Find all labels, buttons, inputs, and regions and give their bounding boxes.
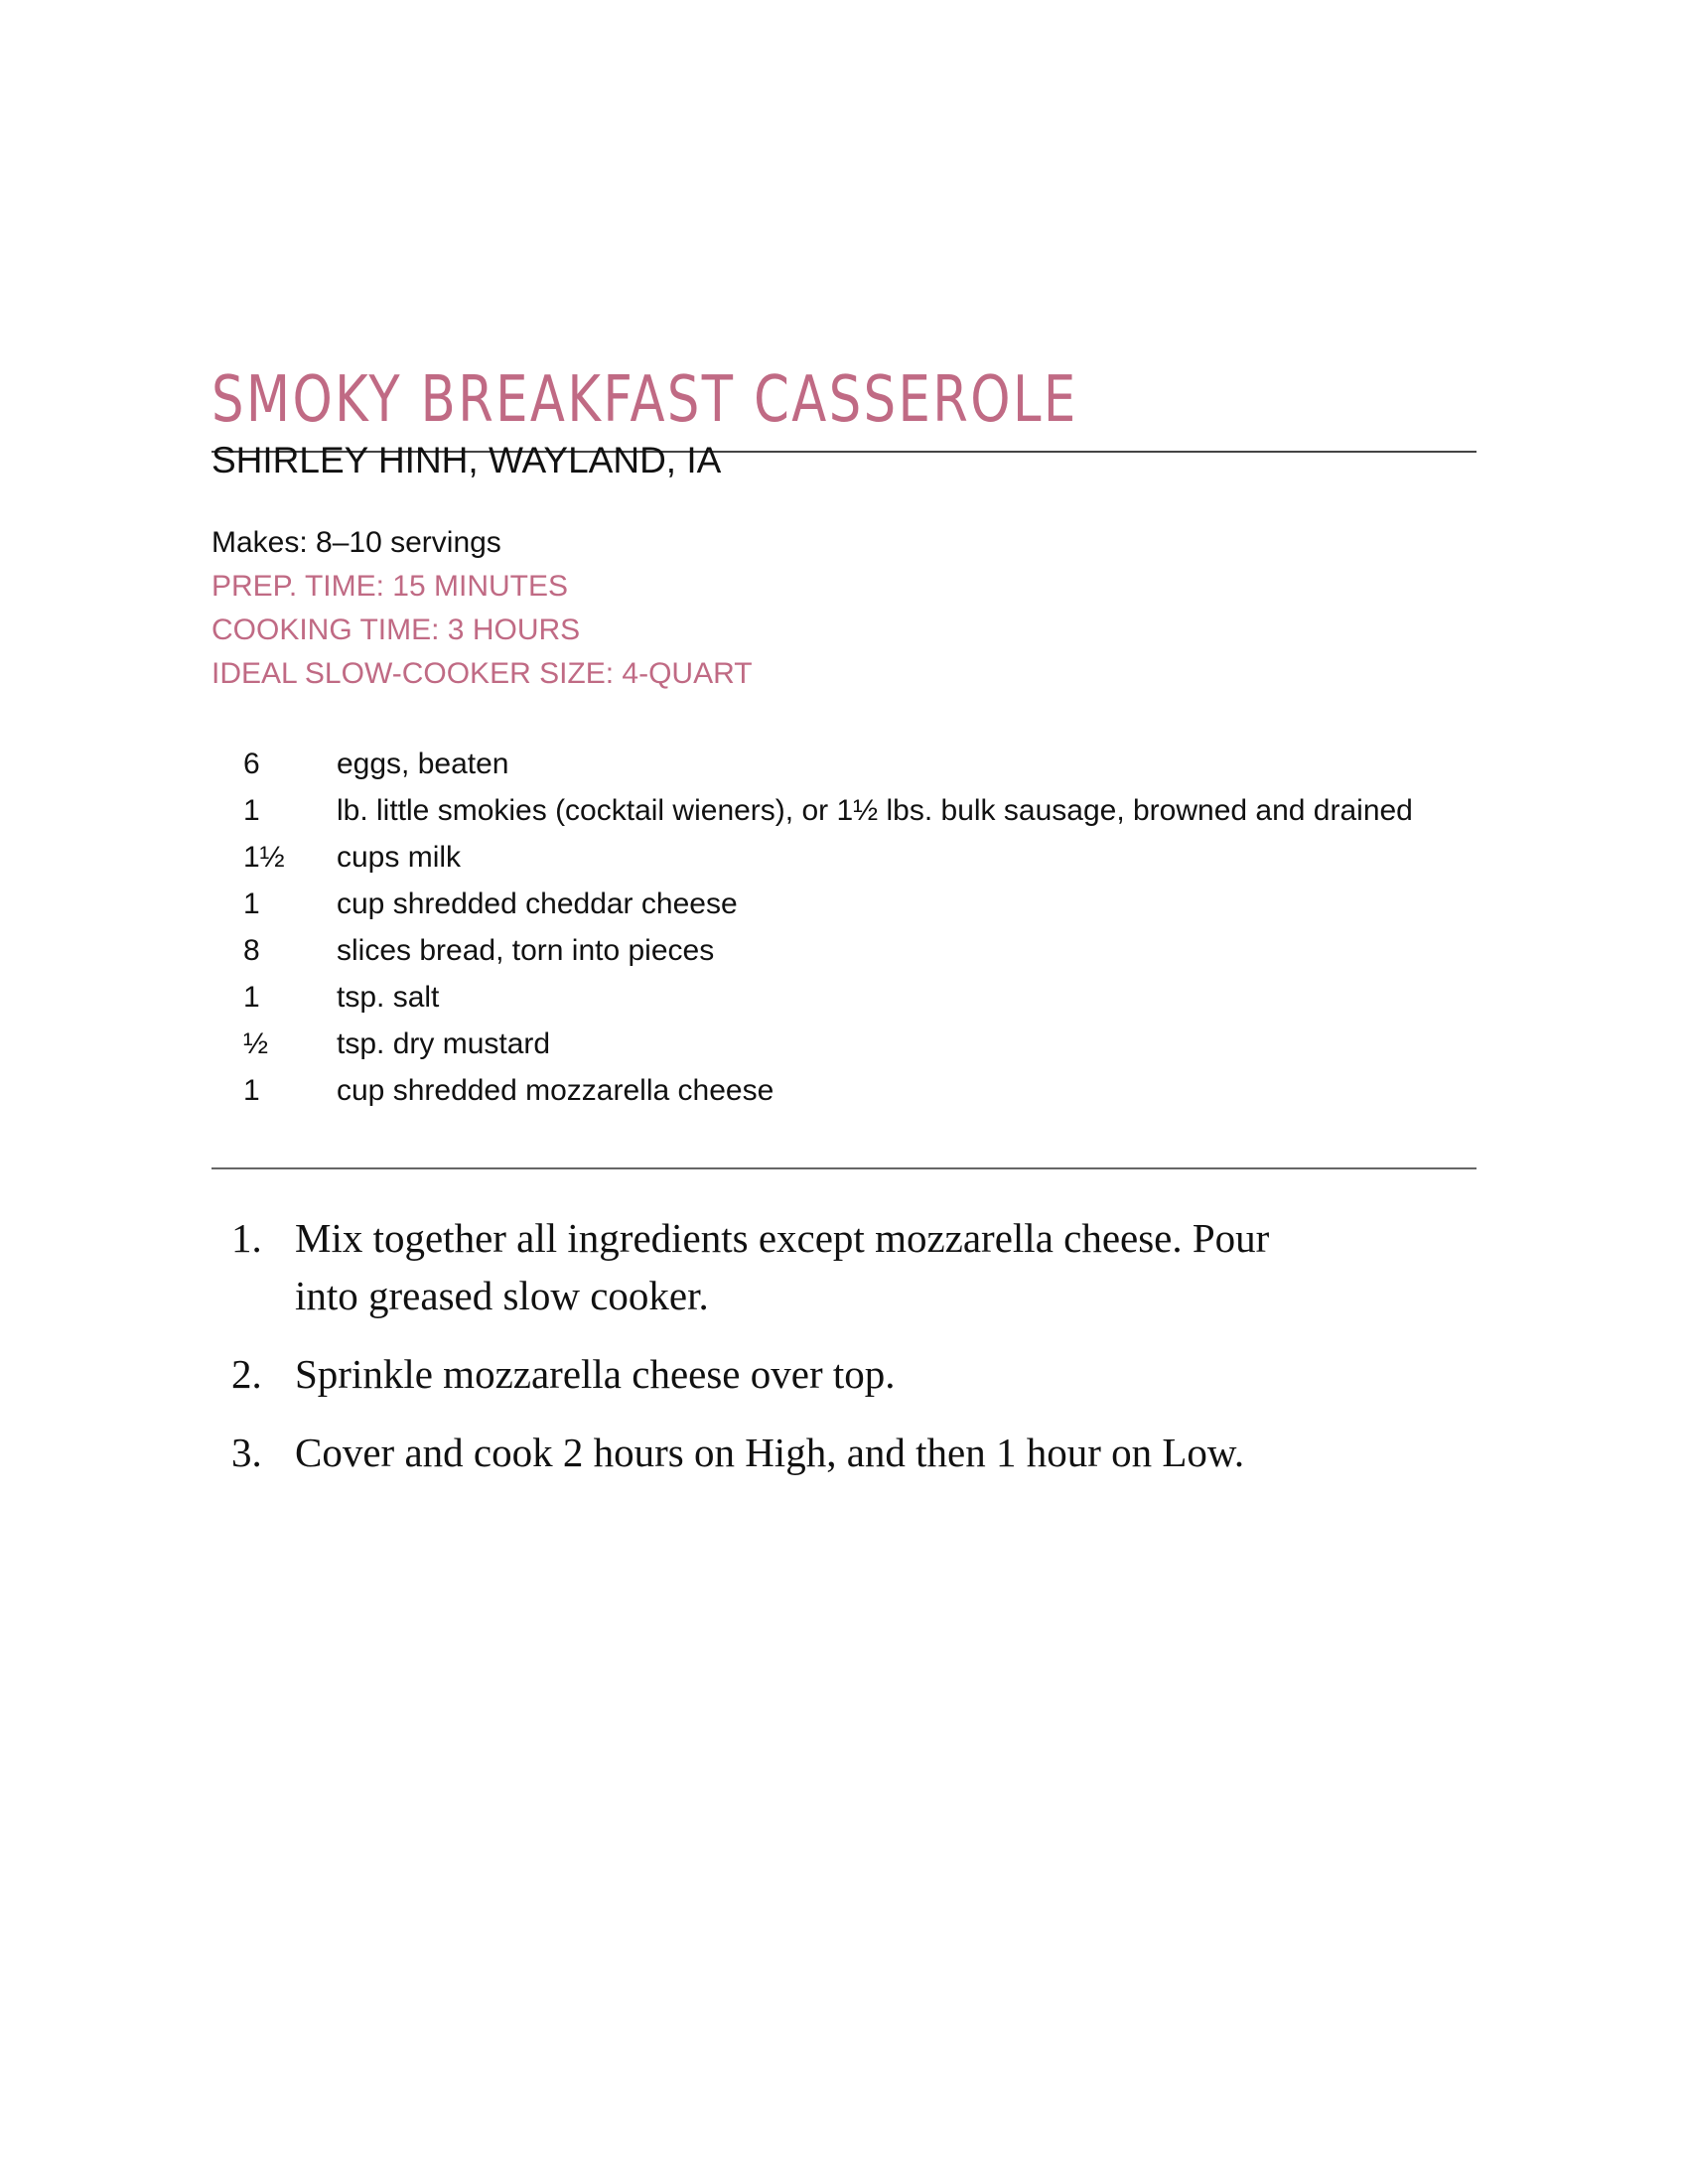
ingredient-row: [211, 741, 1492, 787]
ingredient-description: cup shredded cheddar cheese: [337, 887, 738, 920]
ingredient-list: [211, 741, 1492, 1114]
ingredient-description: tsp. dry mustard: [337, 1026, 551, 1060]
ingredient-quantity: 1: [243, 1073, 260, 1107]
step-number: 1.: [231, 1215, 262, 1261]
ingredient-quantity: 1: [243, 887, 260, 920]
ingredient-description: slices bread, torn into pieces: [337, 933, 715, 967]
ingredient-row: [211, 1067, 1492, 1114]
step-text: Sprinkle mozzarella cheese over top.: [295, 1351, 896, 1397]
ingredient-row: [211, 927, 1492, 974]
ingredient-quantity: 6: [243, 747, 260, 780]
ingredient-quantity: 8: [243, 933, 260, 967]
step-number: 2.: [231, 1351, 262, 1397]
step-text: Mix together all ingredients except mozzarella cheese. Pour into greased slow cooker.: [295, 1215, 1270, 1318]
ingredient-description: eggs, beaten: [337, 747, 509, 780]
ingredient-row: [211, 1021, 1492, 1067]
ingredient-description: lb. little smokies (cocktail wieners), or 1½ lbs. bulk sausage, browned and drained: [337, 793, 1413, 827]
instruction-step: [211, 1209, 1403, 1324]
ingredient-quantity: 1: [243, 793, 260, 827]
ingredient-row: [211, 787, 1492, 834]
recipe-author: SHIRLEY HINH, WAYLAND, IA: [211, 440, 722, 480]
slow-cooker-size: IDEAL SLOW-COOKER SIZE: 4-QUART: [211, 657, 753, 690]
servings-text: Makes: 8–10 servings: [211, 526, 501, 559]
cooking-time: COOKING TIME: 3 HOURS: [211, 614, 581, 646]
section-divider: [211, 1167, 1477, 1169]
prep-time: PREP. TIME: 15 MINUTES: [211, 570, 568, 603]
instruction-step: [211, 1345, 1403, 1403]
ingredient-description: cup shredded mozzarella cheese: [337, 1073, 774, 1107]
step-text: Cover and cook 2 hours on High, and then 1 hour on Low.: [295, 1430, 1245, 1475]
ingredient-description: tsp. salt: [337, 980, 440, 1014]
ingredient-quantity: ½: [243, 1026, 269, 1060]
ingredient-quantity: 1: [243, 980, 260, 1014]
ingredient-description: cups milk: [337, 840, 462, 874]
instruction-step: [211, 1424, 1403, 1481]
instruction-list: [211, 1209, 1403, 1502]
ingredient-row: [211, 834, 1492, 881]
step-number: 3.: [231, 1430, 262, 1475]
ingredient-row: [211, 974, 1492, 1021]
recipe-meta: [211, 521, 1403, 696]
ingredient-quantity: 1½: [243, 840, 285, 874]
ingredient-row: [211, 881, 1492, 927]
recipe-title: SMOKY BREAKFAST CASSEROLE: [211, 363, 1078, 437]
